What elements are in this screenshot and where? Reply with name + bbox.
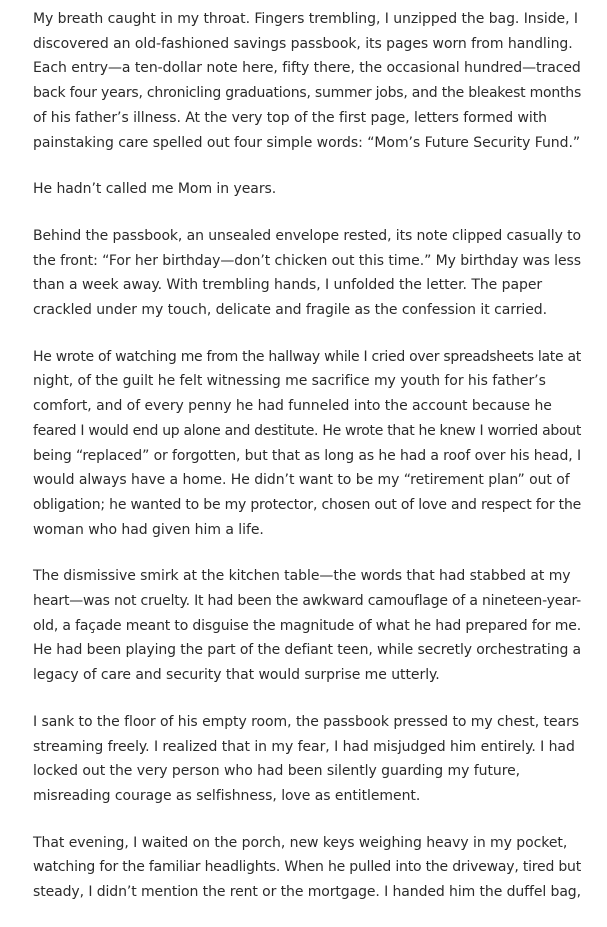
text-line: painstaking care spelled out four simple words: “Mom’s Future Security Fund.”	[33, 134, 581, 151]
text-line: crackled under my touch, delicate and fragile as the confession it carried.	[33, 302, 548, 319]
paragraph-3	[33, 224, 581, 323]
text-line: I sank to the floor of his empty room, the passbook pressed to my chest, tears	[33, 713, 580, 730]
text-line: streaming freely. I realized that in my fear, I had misjudged him entirely. I had	[33, 738, 575, 755]
text-line: of his father’s illness. At the very top of the first page, letters formed with	[33, 109, 547, 126]
paragraph-5	[33, 564, 581, 688]
text-line: The dismissive smirk at the kitchen table—the words that had stabbed at my	[33, 568, 571, 585]
text-line: Each entry—a ten-dollar note here, fifty there, the occasional hundred—traced	[33, 60, 581, 77]
text-line: back four years, chronicling graduations, summer jobs, and the bleakest months	[33, 85, 582, 102]
paragraph-1	[33, 7, 581, 155]
text-line: misreading courage as selfishness, love as entitlement.	[33, 787, 421, 804]
text-line: locked out the very person who had been silently guarding my future,	[33, 763, 521, 780]
paragraph-2	[33, 177, 581, 202]
text-line: watching for the familiar headlights. When he pulled into the driveway, tired but	[33, 859, 582, 876]
story-text	[33, 7, 581, 927]
text-line: night, of the guilt he felt witnessing me sacrifice my youth for his father’s	[33, 373, 546, 390]
text-line: Behind the passbook, an unsealed envelope rested, its note clipped casually to	[33, 227, 581, 244]
text-line: steady, I didn’t mention the rent or the mortgage. I handed him the duffel bag,	[33, 884, 581, 901]
text-line: He hadn’t called me Mom in years.	[33, 181, 277, 198]
text-line: would always have a home. He didn’t want to be my “retirement plan” out of	[33, 472, 570, 489]
text-line: old, a façade meant to disguise the magnitude of what he had prepared for me.	[33, 617, 582, 634]
text-line: feared I would end up alone and destitute. He wrote that he knew I worried about	[33, 422, 581, 439]
paragraph-7	[33, 831, 581, 905]
paragraph-4	[33, 345, 581, 543]
text-line: He had been playing the part of the defiant teen, while secretly orchestrating a	[33, 642, 582, 659]
text-line: obligation; he wanted to be my protector, chosen out of love and respect for the	[33, 496, 582, 513]
text-line: legacy of care and security that would surprise me utterly.	[33, 667, 440, 684]
text-line: woman who had given him a life.	[33, 521, 264, 538]
text-line: He wrote of watching me from the hallway while I cried over spreadsheets late at	[33, 348, 581, 365]
text-line: being “replaced” or forgotten, but that as long as he had a roof over his head, I	[33, 447, 582, 464]
text-line: That evening, I waited on the porch, new keys weighing heavy in my pocket,	[33, 834, 568, 851]
text-line: heart—was not cruelty. It had been the awkward camouflage of a nineteen-year-	[33, 593, 582, 610]
text-line: the front: “For her birthday—don’t chicken out this time.” My birthday was less	[33, 252, 581, 269]
paragraph-6	[33, 710, 581, 809]
text-line: My breath caught in my throat. Fingers trembling, I unzipped the bag. Inside, I	[33, 11, 578, 27]
text-line: discovered an old-fashioned savings passbook, its pages worn from handling.	[33, 35, 573, 52]
text-line: than a week away. With trembling hands, I unfolded the letter. The paper	[33, 277, 543, 294]
text-line: comfort, and of every penny he had funneled into the account because he	[33, 398, 552, 415]
